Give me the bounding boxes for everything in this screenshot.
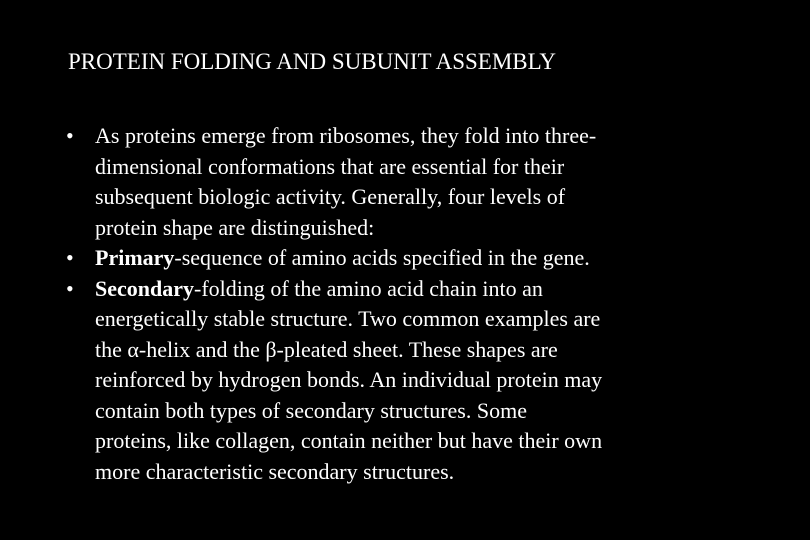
bullet-icon: • (66, 123, 74, 148)
bullet-text-line: the α-helix and the β-pleated sheet. These shapes are (95, 336, 558, 362)
term-primary: Primary (95, 245, 175, 270)
bullet-text: -folding of the amino acid chain into an (194, 275, 543, 301)
bullet-text-line: subsequent biologic activity. Generally, four levels of (95, 184, 566, 209)
bullet-text-line: more characteristic secondary structures. (95, 458, 455, 484)
slide-title: PROTEIN FOLDING AND SUBUNIT ASSEMBLY (68, 49, 556, 74)
bullet-text-line: energetically stable structure. Two common examples are (95, 306, 601, 331)
bullet-item-primary (66, 243, 766, 274)
bullet-icon: • (66, 275, 74, 301)
bullet-list (66, 121, 766, 487)
bullet-first-line (95, 274, 766, 305)
bullet-item-intro (66, 121, 766, 243)
bullet-text-line: contain both types of secondary structures. Some (95, 397, 527, 423)
bullet-text-line: As proteins emerge from ribosomes, they fold into three- (95, 123, 597, 148)
term-secondary: Secondary (95, 275, 194, 301)
bullet-first-line (95, 243, 766, 274)
bullet-item-secondary (66, 274, 766, 488)
bullet-text-line: reinforced by hydrogen bonds. An individual protein may (95, 367, 603, 392)
bullet-text-line: protein shape are distinguished: (95, 214, 375, 240)
bullet-text-line: dimensional conformations that are essential for their (95, 153, 565, 179)
bullet-text-line: proteins, like collagen, contain neither but have their own (95, 428, 603, 453)
bullet-icon: • (66, 245, 74, 270)
bullet-text: -sequence of amino acids specified in the gene. (174, 245, 590, 270)
